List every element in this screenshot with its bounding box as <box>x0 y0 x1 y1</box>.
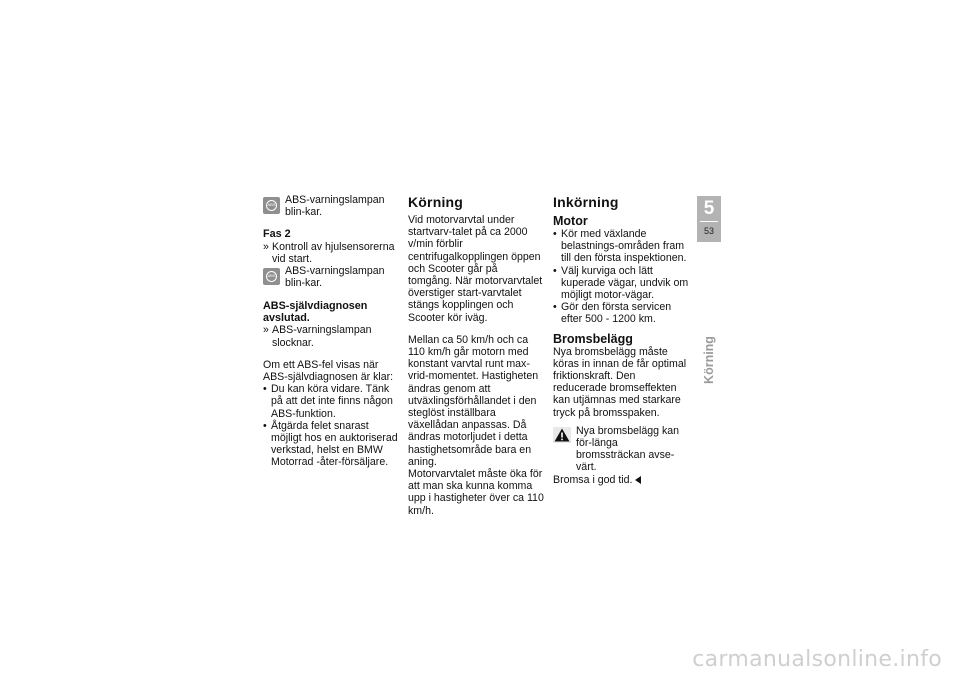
abs-warning-lamp-icon <box>263 268 280 285</box>
list-item-text: Åtgärda felet snarast möjligt hos en auktoriserad verkstad, helst en BMW Motorrad -åter-försäljare. <box>271 419 398 469</box>
end-of-section-icon <box>635 476 641 484</box>
watermark: carmanualsonline.info <box>692 647 942 672</box>
abs-note-1-text: ABS-varningslampan blin-kar. <box>285 194 385 219</box>
brake-warning <box>553 425 689 474</box>
phase2-step-text: Kontroll av hjulsensorerna vid start. <box>272 240 395 266</box>
bullet-marker: • <box>553 228 557 240</box>
motor-heading: Motor <box>553 214 588 228</box>
phase2-heading: Fas 2 <box>263 228 291 241</box>
step-marker: » <box>263 324 269 337</box>
list-item-text: Välj kurviga och lätt kuperade vägar, undvik om möjligt motor-vägar. <box>561 264 689 302</box>
list-item <box>553 301 689 325</box>
page-number: 53 <box>703 226 714 236</box>
chapter-side-label-text: Körning <box>701 336 716 384</box>
chapter-tab <box>697 196 721 242</box>
selfdiag-step-text: ABS-varningslampan slocknar. <box>272 324 372 349</box>
list-item-text: Du kan köra vidare. Tänk på att det inte finns någon ABS-funktion. <box>271 383 393 420</box>
list-item-text: Kör med växlande belastnings-områden fram till den första inspektionen. <box>561 228 687 265</box>
abs-warning-lamp-icon <box>263 197 280 214</box>
riding-paragraph-2: Mellan ca 50 km/h och ca 110 km/h går motorn med konstant varvtal runt max-vrid-momentet. Hastigheten ändras genom att utväxlingsförhållandet i den steglöst inställbara växellådan anpassas. Då ändras motorljudet i detta hastighetsområde bara en aning. <box>408 333 539 468</box>
fault-intro: Om ett ABS-fel visas när ABS-självdiagnosen är klar: <box>263 358 394 384</box>
warning-triangle-icon <box>553 427 571 443</box>
list-item <box>263 383 399 420</box>
abs-note-2-text: ABS-varningslampan blin-kar. <box>285 265 385 290</box>
bullet-marker: • <box>263 419 267 432</box>
phase2-step <box>263 241 399 265</box>
section-heading-running-in: Inkörning <box>553 194 619 210</box>
riding-paragraph-1: Vid motorvarvtal under startvarv-talet på ca 2000 v/min förblir centrifugalkopplingen öppen och Scooter går på tomgång. När motorvarvtalet överstiger start-varvtalet stängs kopplingen och Scooter kör iväg. <box>408 214 543 324</box>
closing-line <box>553 474 689 486</box>
bullet-marker: • <box>263 383 267 396</box>
selfdiag-heading: ABS-självdiagnosen avslutad. <box>263 299 368 325</box>
riding-paragraph-3: Motorvarvtalet måste öka för att man ska kunna komma upp i hastigheter över ca 110 km/h. <box>408 468 544 517</box>
step-marker: » <box>263 240 269 253</box>
list-item <box>263 420 399 469</box>
closing-text: Bromsa i god tid. <box>553 473 633 486</box>
bullet-marker: • <box>553 264 557 277</box>
bullet-marker: • <box>553 301 557 314</box>
column-abs <box>263 194 399 469</box>
abs-note-1 <box>263 194 399 218</box>
brake-pads-paragraph: Nya bromsbelägg måste köras in innan de får optimal friktionskraft. Den reducerade bromseffekten kan utjämnas med starkare tryck på bromsspaken. <box>553 345 687 419</box>
brake-warning-text: Nya bromsbelägg kan för-länga bromssträckan avse-värt. <box>576 424 680 474</box>
abs-note-2 <box>263 265 399 289</box>
column-riding <box>408 194 544 517</box>
list-item-text: Gör den första servicen efter 500 - 1200 km. <box>561 301 672 326</box>
section-heading-riding: Körning <box>408 194 464 210</box>
selfdiag-step <box>263 324 399 348</box>
list-item <box>553 265 689 302</box>
chapter-side-label <box>698 330 720 390</box>
chapter-number: 5 <box>703 198 715 219</box>
brake-pads-heading: Bromsbelägg <box>553 331 633 346</box>
list-item <box>553 228 689 265</box>
tab-divider <box>700 221 718 222</box>
column-running-in <box>553 194 689 486</box>
